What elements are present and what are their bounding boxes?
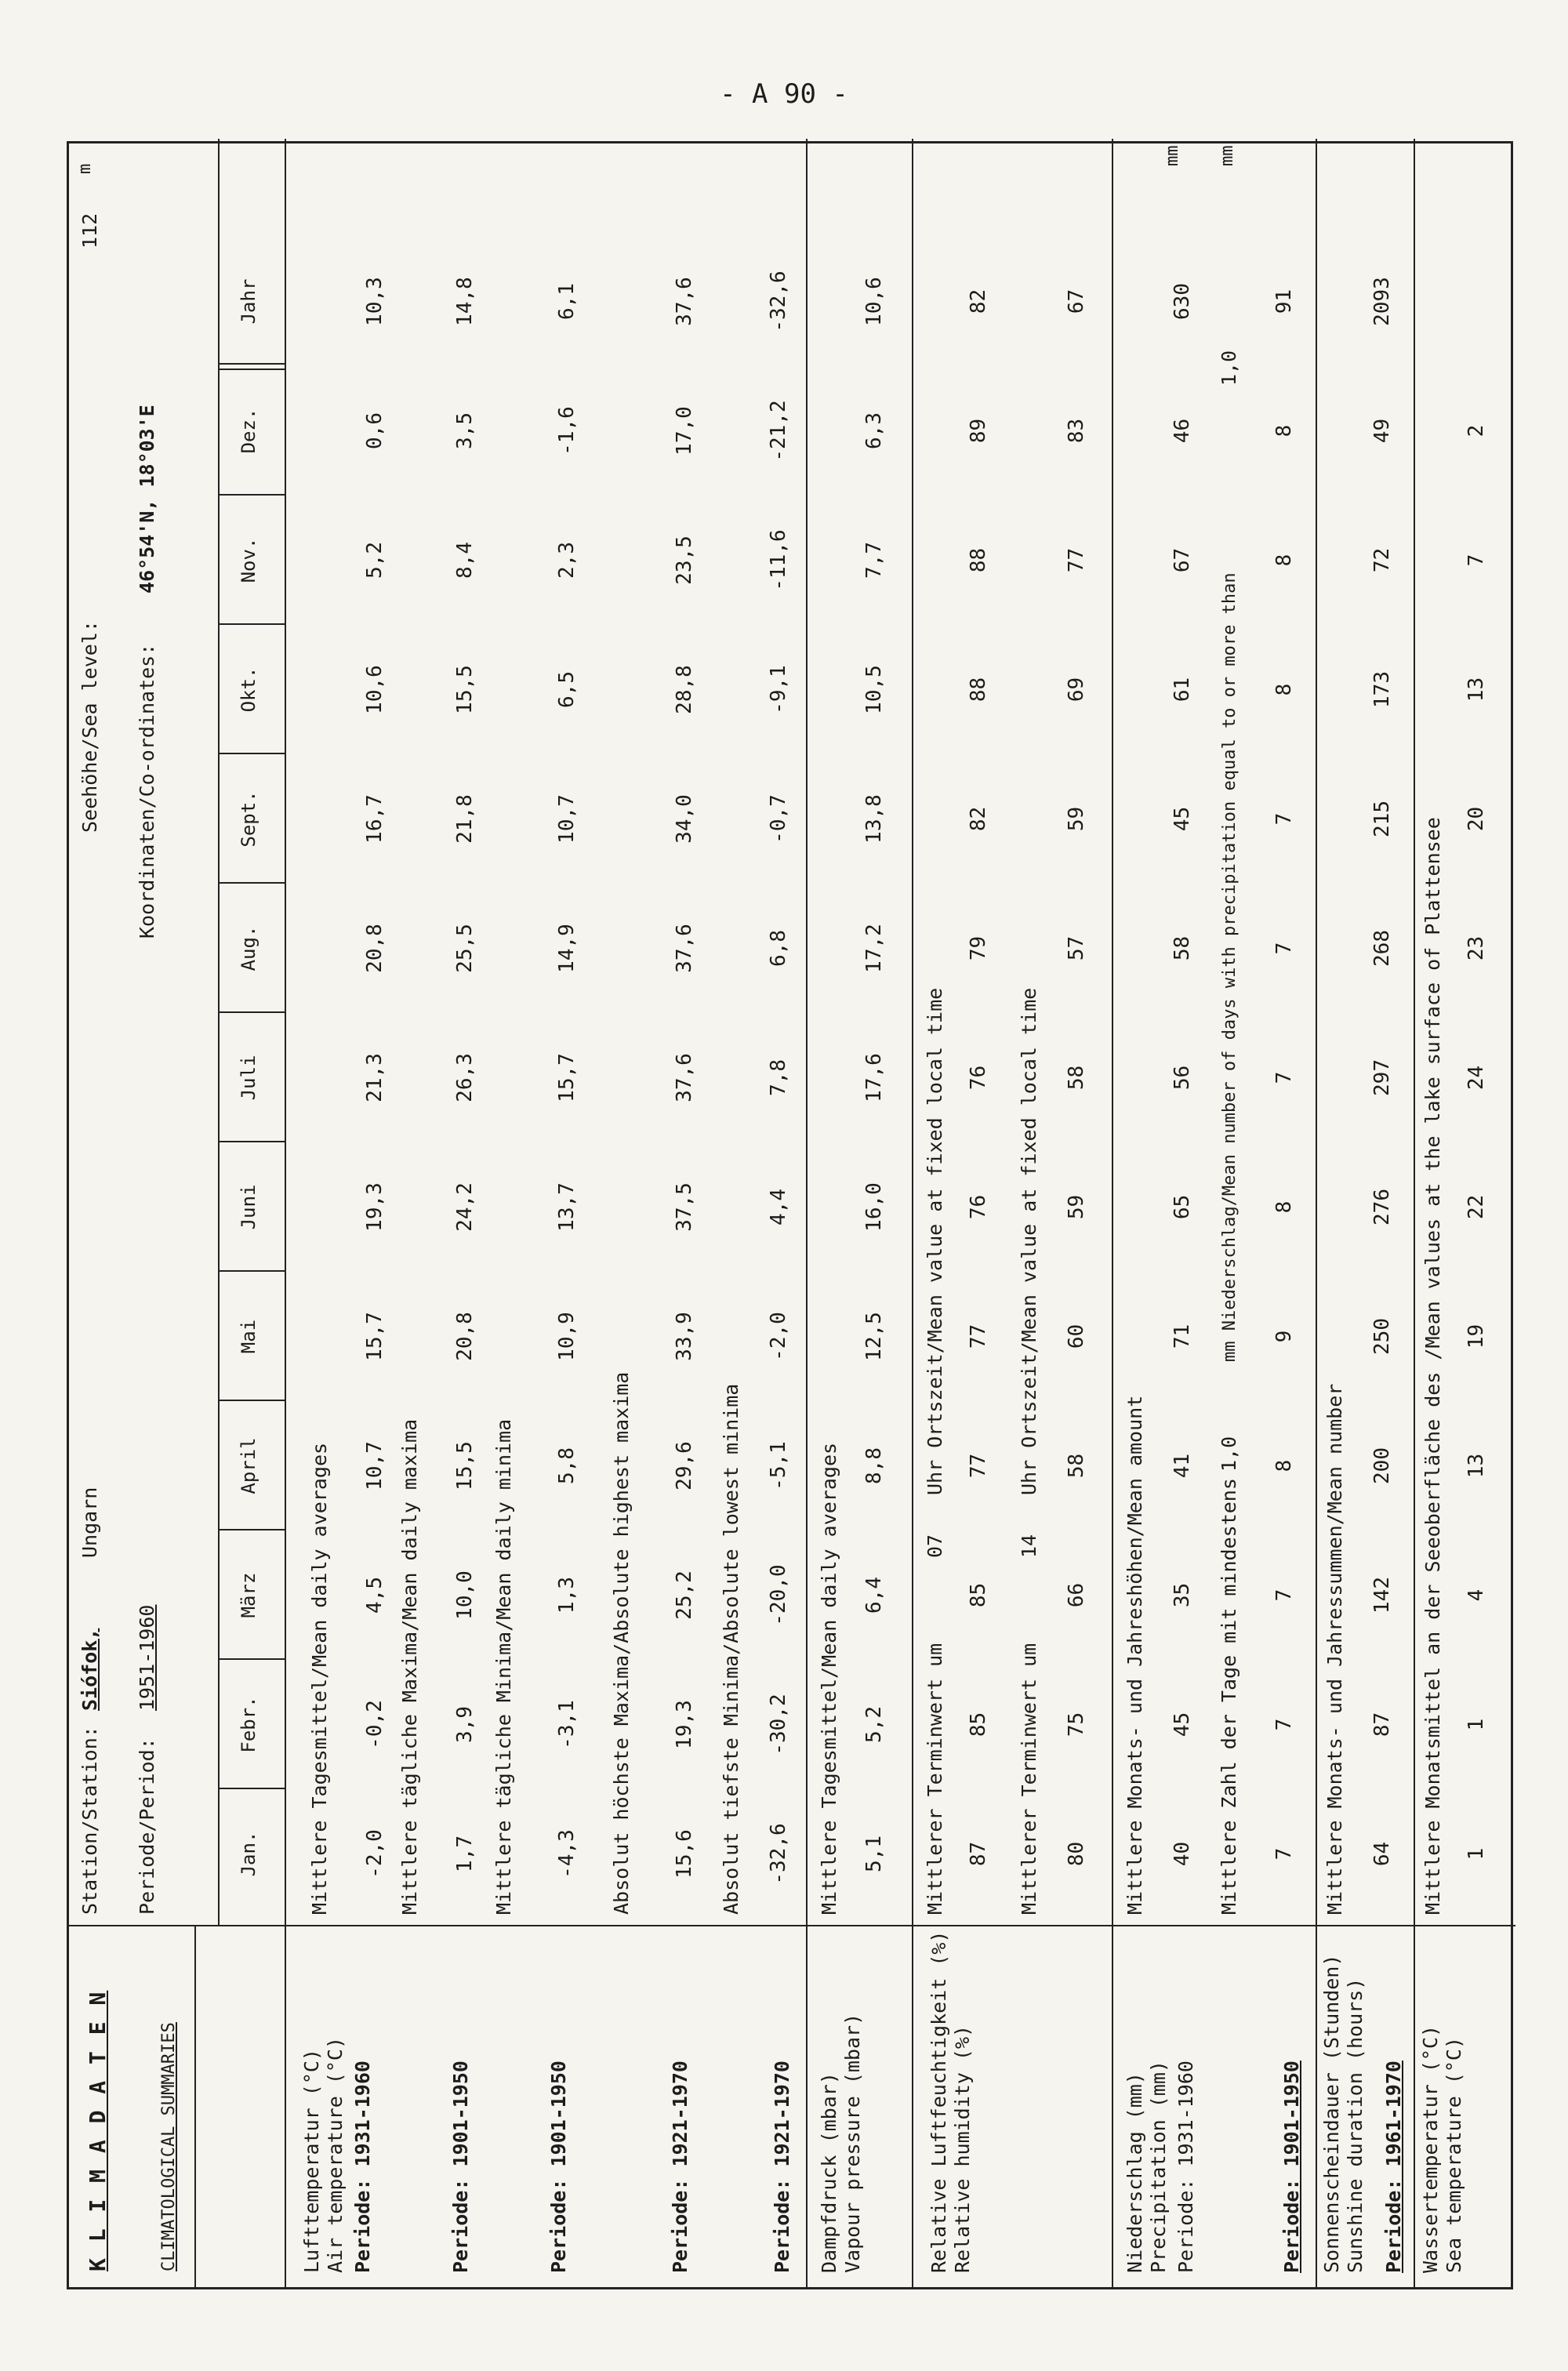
hum14-nov: 77 xyxy=(1065,547,1088,573)
humidity-desc-de: Mittlerer Terminwert um xyxy=(1018,1643,1040,1915)
water-sep: 20 xyxy=(1465,806,1488,832)
air-max-feb: 3,9 xyxy=(453,1706,477,1743)
precip-oct: 61 xyxy=(1171,677,1194,703)
sunshine-mar: 142 xyxy=(1370,1577,1394,1614)
air-absmin-apr: -5,1 xyxy=(767,1441,790,1490)
precip-desc: Mittlere Monats- und Jahreshöhen/Mean amount xyxy=(1123,1395,1146,1915)
table-subtitle: CLIMATOLOGICAL SUMMARIES xyxy=(159,2022,179,2271)
hum14-sep: 59 xyxy=(1065,806,1088,832)
air-absmax-dec: 17,0 xyxy=(673,406,696,456)
hum07-jan: 87 xyxy=(967,1841,990,1867)
air-min-jun: 13,7 xyxy=(555,1182,579,1232)
air-min-sep: 10,7 xyxy=(555,794,579,844)
air-period: Periode: 1931-1960 xyxy=(351,2061,374,2273)
precip-threshold-2: 1,0 xyxy=(1218,350,1240,386)
period-value: 1951-1960 xyxy=(136,1604,158,1711)
air-absmin-aug: 6,8 xyxy=(767,930,790,967)
air-row-desc: Mittlere Tagesmittel/Mean daily averages xyxy=(308,1442,331,1915)
water-desc: Mittlere Monatsmittel an der Seeoberfläche des /Mean values at the lake surface of Plattensee xyxy=(1421,817,1444,1915)
air-absmax-feb: 19,3 xyxy=(673,1700,696,1749)
air-period: Periode: 1921-1970 xyxy=(771,2061,793,2273)
hum14-year: 67 xyxy=(1065,289,1088,314)
air-max-apr: 15,5 xyxy=(453,1441,477,1490)
precip-jun: 65 xyxy=(1171,1194,1194,1220)
sunshine-apr: 200 xyxy=(1370,1447,1394,1484)
air-row-desc: Mittlere tägliche Maxima/Mean daily maxima xyxy=(398,1418,421,1915)
vapour-feb: 5,2 xyxy=(862,1706,886,1743)
air-max-sep: 21,8 xyxy=(453,794,477,844)
air-absmin-nov: -11,6 xyxy=(767,529,790,591)
hum14-dec: 83 xyxy=(1065,418,1088,444)
air-absmax-apr: 29,6 xyxy=(673,1441,696,1490)
precip-nov: 67 xyxy=(1171,547,1194,573)
vapour-mar: 6,4 xyxy=(862,1577,886,1614)
air-mean-may: 15,7 xyxy=(363,1312,387,1361)
month-header: Jan. xyxy=(238,1831,260,1877)
coords-label: Koordinaten/Co-ordinates: xyxy=(136,643,158,939)
humidity-hour: 14 xyxy=(1018,1534,1040,1558)
precip-mar: 35 xyxy=(1171,1582,1194,1608)
vapour-label-de: Dampfdruck (mbar) xyxy=(818,2072,840,2273)
period-label: Periode/Period: xyxy=(136,1737,158,1915)
water-feb: 1 xyxy=(1465,1718,1488,1731)
air-row-desc: Mittlere tägliche Minima/Mean daily minima xyxy=(492,1418,515,1915)
air-max-nov: 8,4 xyxy=(453,542,477,579)
hum14-apr: 58 xyxy=(1065,1453,1088,1479)
hum07-nov: 88 xyxy=(967,547,990,573)
sunshine-nov: 72 xyxy=(1370,547,1394,573)
month-header: Sept. xyxy=(238,790,260,848)
sunshine-period: Periode: 1961-1970 xyxy=(1382,2061,1405,2273)
sunshine-label-de: Sonnenscheindauer (Stunden) xyxy=(1320,1954,1343,2273)
station-label: Station/Station: xyxy=(78,1726,101,1915)
precip-aug: 58 xyxy=(1171,935,1194,961)
precip-days-aug: 7 xyxy=(1272,942,1296,955)
water-aug: 23 xyxy=(1465,935,1488,961)
hum07-dec: 89 xyxy=(967,418,990,444)
month-header: Mai xyxy=(238,1319,260,1354)
precip-dec: 46 xyxy=(1171,418,1194,444)
precip-days-period: Periode: 1901-1950 xyxy=(1280,2061,1303,2273)
sunshine-jun: 276 xyxy=(1370,1189,1394,1225)
sunshine-jul: 297 xyxy=(1370,1059,1394,1096)
station-name: Siófok, xyxy=(78,1628,101,1711)
air-max-jul: 26,3 xyxy=(453,1053,477,1102)
vapour-may: 12,5 xyxy=(862,1312,886,1361)
water-jul: 24 xyxy=(1465,1065,1488,1091)
hum14-jul: 58 xyxy=(1065,1065,1088,1091)
air-mean-sep: 16,7 xyxy=(363,794,387,844)
humidity-desc-en: Uhr Ortszeit/Mean value at fixed local time xyxy=(924,987,946,1495)
air-min-nov: 2,3 xyxy=(555,542,579,579)
month-header: Jahr xyxy=(238,278,260,325)
air-period: Periode: 1901-1950 xyxy=(449,2061,472,2273)
air-absmin-oct: -9,1 xyxy=(767,665,790,714)
hum07-jun: 76 xyxy=(967,1194,990,1220)
page-number: - A 90 - xyxy=(720,78,848,110)
month-header: April xyxy=(238,1437,260,1494)
precip-days-dec: 8 xyxy=(1272,424,1296,438)
air-absmax-aug: 37,6 xyxy=(673,924,696,973)
air-mean-jun: 19,3 xyxy=(363,1182,387,1232)
hum07-aug: 79 xyxy=(967,935,990,961)
air-absmax-nov: 23,5 xyxy=(673,536,696,585)
air-absmax-jul: 37,6 xyxy=(673,1053,696,1102)
precip-apr: 41 xyxy=(1171,1453,1194,1479)
sunshine-oct: 173 xyxy=(1370,671,1394,708)
precip-days-jan: 7 xyxy=(1272,1847,1296,1861)
air-absmin-dec: -21,2 xyxy=(767,400,790,462)
station-country: Ungarn xyxy=(78,1487,101,1558)
air-mean-jul: 21,3 xyxy=(363,1053,387,1102)
precip-days-unit: mm xyxy=(1218,145,1237,166)
air-max-aug: 25,5 xyxy=(453,924,477,973)
month-header: März xyxy=(238,1572,260,1618)
hum14-feb: 75 xyxy=(1065,1712,1088,1737)
precip-days-feb: 7 xyxy=(1272,1718,1296,1731)
hum07-jul: 76 xyxy=(967,1065,990,1091)
hum14-jun: 59 xyxy=(1065,1194,1088,1220)
air-min-mar: 1,3 xyxy=(555,1577,579,1614)
air-mean-dec: 0,6 xyxy=(363,412,387,449)
air-min-oct: 6,5 xyxy=(555,671,579,708)
air-min-jan: -4,3 xyxy=(555,1829,579,1879)
air-mean-feb: -0,2 xyxy=(363,1700,387,1749)
precip-jul: 56 xyxy=(1171,1065,1194,1091)
air-absmin-jan: -32,6 xyxy=(767,1823,790,1885)
hum07-oct: 88 xyxy=(967,677,990,703)
air-max-jun: 24,2 xyxy=(453,1182,477,1232)
air-absmin-jun: 4,4 xyxy=(767,1189,790,1225)
vapour-aug: 17,2 xyxy=(862,924,886,973)
hum14-oct: 69 xyxy=(1065,677,1088,703)
air-max-dec: 3,5 xyxy=(453,412,477,449)
hum07-feb: 85 xyxy=(967,1712,990,1737)
water-oct: 13 xyxy=(1465,677,1488,703)
air-min-aug: 14,9 xyxy=(555,924,579,973)
hum14-jan: 80 xyxy=(1065,1841,1088,1867)
air-period: Periode: 1901-1950 xyxy=(547,2061,570,2273)
humidity-desc-de: Mittlerer Terminwert um xyxy=(924,1643,946,1915)
hum07-mar: 85 xyxy=(967,1582,990,1608)
air-absmax-sep: 34,0 xyxy=(673,794,696,844)
air-absmin-jul: 7,8 xyxy=(767,1059,790,1096)
water-mar: 4 xyxy=(1465,1589,1488,1602)
month-header: Nov. xyxy=(238,537,260,583)
water-apr: 13 xyxy=(1465,1453,1488,1479)
hum07-sep: 82 xyxy=(967,806,990,832)
precip-days-jun: 8 xyxy=(1272,1200,1296,1214)
table-title: K L I M A D A T E N xyxy=(85,1990,111,2271)
air-row-desc: Absolut höchste Maxima/Absolute highest maxima xyxy=(610,1371,633,1915)
air-min-feb: -3,1 xyxy=(555,1700,579,1749)
precip-year: 630 xyxy=(1171,283,1194,320)
vapour-oct: 10,5 xyxy=(862,665,886,714)
precip-jan: 40 xyxy=(1171,1841,1194,1867)
air-temp-label-en: Air temperature (°C) xyxy=(324,2036,347,2273)
hum07-year: 82 xyxy=(967,289,990,314)
hum07-apr: 77 xyxy=(967,1453,990,1479)
month-header: Okt. xyxy=(238,666,260,713)
air-mean-oct: 10,6 xyxy=(363,665,387,714)
vapour-jan: 5,1 xyxy=(862,1835,886,1872)
water-jan: 1 xyxy=(1465,1847,1488,1861)
precip-label-en: Precipitation (mm) xyxy=(1147,2061,1170,2273)
precip-threshold: 1,0 xyxy=(1218,1436,1240,1472)
water-dec: 2 xyxy=(1465,424,1488,438)
air-max-year: 14,8 xyxy=(453,277,477,326)
water-nov: 7 xyxy=(1465,554,1488,567)
sunshine-desc: Mittlere Monats- und Jahressummen/Mean number xyxy=(1323,1383,1346,1915)
sunshine-sep: 215 xyxy=(1370,801,1394,837)
sunshine-may: 250 xyxy=(1370,1318,1394,1355)
precip-unit: mm xyxy=(1163,145,1182,166)
sunshine-feb: 87 xyxy=(1370,1712,1394,1737)
air-temp-label-de: Lufttemperatur (°C) xyxy=(300,2049,323,2273)
air-min-apr: 5,8 xyxy=(555,1447,579,1484)
sunshine-year: 2093 xyxy=(1370,277,1394,326)
air-absmax-oct: 28,8 xyxy=(673,665,696,714)
precip-days-apr: 8 xyxy=(1272,1459,1296,1472)
air-min-dec: -1,6 xyxy=(555,406,579,456)
air-max-may: 20,8 xyxy=(453,1312,477,1361)
vapour-nov: 7,7 xyxy=(862,542,886,579)
sea-level-label: Seehöhe/Sea level: xyxy=(78,620,101,833)
air-max-jan: 1,7 xyxy=(453,1835,477,1872)
hum14-may: 60 xyxy=(1065,1323,1088,1349)
precip-days-desc-en: mm Niederschlag/Mean number of days with precipitation equal to or more than xyxy=(1220,572,1240,1362)
air-min-jul: 15,7 xyxy=(555,1053,579,1102)
hum14-mar: 66 xyxy=(1065,1582,1088,1608)
sunshine-aug: 268 xyxy=(1370,930,1394,967)
air-absmin-may: -2,0 xyxy=(767,1312,790,1361)
air-absmax-mar: 25,2 xyxy=(673,1570,696,1620)
month-header: Juli xyxy=(238,1055,260,1101)
sunshine-dec: 49 xyxy=(1370,418,1394,444)
humidity-label-en: Relative humidity (%) xyxy=(951,2024,974,2273)
vapour-sep: 13,8 xyxy=(862,794,886,844)
month-header: Juni xyxy=(238,1184,260,1230)
air-absmin-mar: -20,0 xyxy=(767,1564,790,1626)
air-absmax-may: 33,9 xyxy=(673,1312,696,1361)
air-absmax-jan: 15,6 xyxy=(673,1829,696,1879)
precip-period: Periode: 1931-1960 xyxy=(1174,2061,1197,2273)
air-period: Periode: 1921-1970 xyxy=(669,2061,691,2273)
precip-days-oct: 8 xyxy=(1272,683,1296,696)
water-label-de: Wassertemperatur (°C) xyxy=(1419,2024,1442,2273)
sea-level-value: 112 xyxy=(78,212,101,249)
vapour-apr: 8,8 xyxy=(862,1447,886,1484)
air-min-year: 6,1 xyxy=(555,283,579,320)
precip-days-mar: 7 xyxy=(1272,1589,1296,1602)
precip-label-de: Niederschlag (mm) xyxy=(1123,2072,1146,2273)
air-max-mar: 10,0 xyxy=(453,1570,477,1620)
sea-level-unit: m xyxy=(75,163,95,174)
air-min-may: 10,9 xyxy=(555,1312,579,1361)
water-label-en: Sea temperature (°C) xyxy=(1443,2036,1465,2273)
precip-feb: 45 xyxy=(1171,1712,1194,1737)
air-absmin-feb: -30,2 xyxy=(767,1694,790,1756)
climate-table xyxy=(67,141,1513,2289)
air-row-desc: Absolut tiefste Minima/Absolute lowest minima xyxy=(720,1383,742,1915)
month-header: Dez. xyxy=(238,408,260,454)
precip-sep: 45 xyxy=(1171,806,1194,832)
air-absmin-sep: -0,7 xyxy=(767,794,790,844)
precip-may: 71 xyxy=(1171,1323,1194,1349)
precip-days-sep: 7 xyxy=(1272,812,1296,826)
water-jun: 22 xyxy=(1465,1194,1488,1220)
precip-days-jul: 7 xyxy=(1272,1071,1296,1084)
vapour-label-en: Vapour pressure (mbar) xyxy=(841,2013,864,2273)
humidity-hour: 07 xyxy=(924,1534,946,1558)
month-header: Febr. xyxy=(238,1696,260,1753)
humidity-desc-en: Uhr Ortszeit/Mean value at fixed local time xyxy=(1018,987,1040,1495)
hum14-aug: 57 xyxy=(1065,935,1088,961)
air-max-oct: 15,5 xyxy=(453,665,477,714)
air-mean-apr: 10,7 xyxy=(363,1441,387,1490)
air-mean-year: 10,3 xyxy=(363,277,387,326)
vapour-year: 10,6 xyxy=(862,277,886,326)
air-mean-nov: 5,2 xyxy=(363,542,387,579)
hum07-may: 77 xyxy=(967,1323,990,1349)
vapour-jun: 16,0 xyxy=(862,1182,886,1232)
precip-days-desc-de: Mittlere Zahl der Tage mit mindestens xyxy=(1218,1478,1240,1915)
vapour-jul: 17,6 xyxy=(862,1053,886,1102)
precip-days-year: 91 xyxy=(1272,289,1296,314)
sunshine-jan: 64 xyxy=(1370,1841,1394,1867)
vapour-dec: 6,3 xyxy=(862,412,886,449)
humidity-label-de: Relative Luftfeuchtigkeit (%) xyxy=(927,1930,950,2273)
water-may: 19 xyxy=(1465,1323,1488,1349)
coords-value: 46°54'N, 18°03'E xyxy=(136,405,158,594)
month-header: Aug. xyxy=(238,925,260,971)
air-absmin-year: -32,6 xyxy=(767,271,790,332)
air-absmax-jun: 37,5 xyxy=(673,1182,696,1232)
sunshine-label-en: Sunshine duration (hours) xyxy=(1344,1977,1367,2273)
air-mean-aug: 20,8 xyxy=(363,924,387,973)
vapour-desc: Mittlere Tagesmittel/Mean daily averages xyxy=(818,1442,840,1915)
air-absmax-year: 37,6 xyxy=(673,277,696,326)
precip-days-nov: 8 xyxy=(1272,554,1296,567)
precip-days-may: 9 xyxy=(1272,1330,1296,1343)
air-mean-mar: 4,5 xyxy=(363,1577,387,1614)
air-mean-jan: -2,0 xyxy=(363,1829,387,1879)
